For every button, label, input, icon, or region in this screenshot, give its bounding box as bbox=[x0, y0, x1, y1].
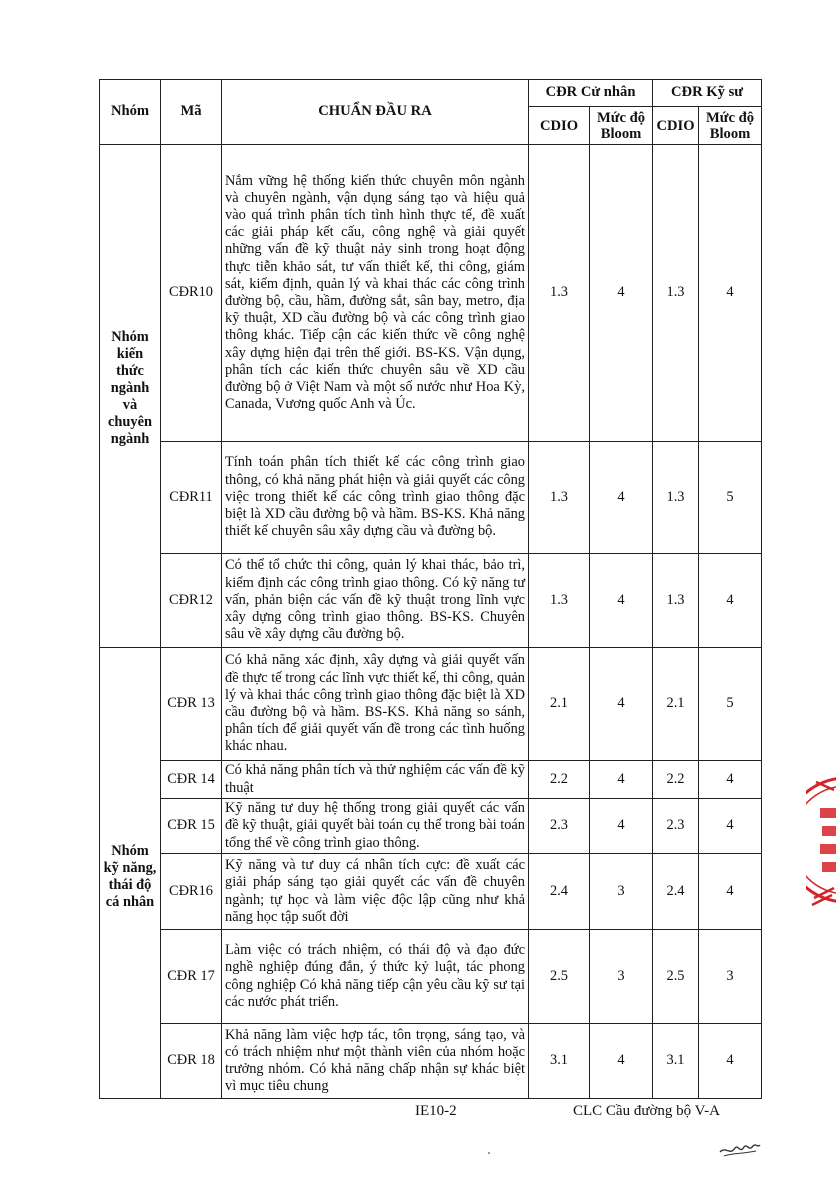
outcome-code: CĐR 13 bbox=[161, 648, 222, 761]
stamp-icon bbox=[806, 760, 836, 920]
outcome-code: CĐR 15 bbox=[161, 799, 222, 854]
table-row bbox=[100, 442, 762, 554]
table-row bbox=[100, 930, 762, 1024]
outcome-code: CĐR 14 bbox=[161, 761, 222, 799]
header-cdio-engineer: CDIO bbox=[653, 107, 699, 145]
cdio-bachelor: 2.3 bbox=[529, 799, 590, 854]
outcome-description: Khả năng làm việc hợp tác, tôn trọng, sáng tạo, và có trách nhiệm như một thành viên của nhóm hoặc trưởng nhóm. Có khả năng chấp nhận sự khác biệt vì mục tiêu chung bbox=[222, 1024, 529, 1099]
bloom-engineer: 4 bbox=[699, 554, 762, 648]
header-bachelor: CĐR Cử nhân bbox=[529, 80, 653, 107]
cdio-engineer: 2.2 bbox=[653, 761, 699, 799]
outcome-code: CĐR12 bbox=[161, 554, 222, 648]
table-row bbox=[100, 554, 762, 648]
cdio-engineer: 2.1 bbox=[653, 648, 699, 761]
bloom-bachelor: 3 bbox=[590, 854, 653, 930]
header-bloom-engineer: Mức độ Bloom bbox=[699, 107, 762, 145]
table-row bbox=[100, 799, 762, 854]
bloom-bachelor: 4 bbox=[590, 799, 653, 854]
bloom-engineer: 4 bbox=[699, 1024, 762, 1099]
scan-speck bbox=[488, 1152, 490, 1154]
cdio-bachelor: 1.3 bbox=[529, 554, 590, 648]
bloom-engineer: 4 bbox=[699, 854, 762, 930]
header-group: Nhóm bbox=[100, 80, 161, 145]
signature-icon bbox=[718, 1138, 762, 1160]
learning-outcomes-table bbox=[99, 79, 762, 1099]
cdio-engineer: 2.5 bbox=[653, 930, 699, 1024]
cdio-engineer: 2.4 bbox=[653, 854, 699, 930]
outcome-description: Nắm vững hệ thống kiến thức chuyên môn ngành và chuyên ngành, vận dụng sáng tạo và hiệu quả vào quá trình phân tích tình hình thực tế, đề xuất các giải pháp kết cấu, công nghệ và giải quyết những vấn đề kỹ thuật nảy sinh trong hoạt động thực tiễn khảo sát, tư vấn thiết kế, thi công, giám sát, kiểm định, quản lý và khai thác các công trình đường bộ, cầu, hầm, đường sắt, sân bay, metro, địa kỹ thuật, XD cầu đường bộ và các công trình giao thông khác. Tiếp cận các kiến thức về công nghệ xây dựng hiện đại trên thế giới. BS-KS. Vận dụng, phân tích các kiến thức chuyên sâu về XD cầu đường bộ ở Việt Nam và một số nước như Hoa Kỳ, Canada, Vương quốc Anh và Úc. bbox=[222, 145, 529, 442]
bloom-engineer: 4 bbox=[699, 799, 762, 854]
bloom-bachelor: 4 bbox=[590, 648, 653, 761]
outcome-code: CĐR 18 bbox=[161, 1024, 222, 1099]
cdio-bachelor: 1.3 bbox=[529, 442, 590, 554]
outcome-description: Kỹ năng và tư duy cá nhân tích cực: đề xuất các giải pháp sáng tạo giải quyết các vấn đề chuyên ngành; tự học và làm việc độc lập cũng như khả năng học tập suốt đời bbox=[222, 854, 529, 930]
table-row bbox=[100, 761, 762, 799]
cdio-engineer: 1.3 bbox=[653, 442, 699, 554]
cdio-bachelor: 2.5 bbox=[529, 930, 590, 1024]
bloom-engineer: 5 bbox=[699, 648, 762, 761]
bloom-bachelor: 4 bbox=[590, 442, 653, 554]
outcome-code: CĐR16 bbox=[161, 854, 222, 930]
page-code: IE10-2 bbox=[415, 1103, 457, 1119]
cdio-bachelor: 2.2 bbox=[529, 761, 590, 799]
group-cell: Nhóm kỹ năng, thái độ cá nhân bbox=[100, 648, 161, 1099]
outcome-description: Có khả năng xác định, xây dựng và giải quyết vấn đề thực tế trong các lĩnh vực thiết kế, thi công, quản lý và khai thác công trình giao thông đặc biệt là XD cầu đường bộ và hầm. BS-KS. Khả năng so sánh, phân tích để giải quyết vấn đề trong các tình huống khác nhau. bbox=[222, 648, 529, 761]
cdio-bachelor: 3.1 bbox=[529, 1024, 590, 1099]
bloom-engineer: 4 bbox=[699, 761, 762, 799]
table-row bbox=[100, 1024, 762, 1099]
bloom-bachelor: 4 bbox=[590, 554, 653, 648]
cdio-bachelor: 2.1 bbox=[529, 648, 590, 761]
outcome-description: Làm việc có trách nhiệm, có thái độ và đạo đức nghề nghiệp đúng đắn, ý thức kỷ luật, tác phong công nghiệp Có khả năng tiếp cận yêu cầu kỹ sư tại các nước phát triển. bbox=[222, 930, 529, 1024]
cdio-bachelor: 1.3 bbox=[529, 145, 590, 442]
bloom-engineer: 3 bbox=[699, 930, 762, 1024]
bloom-bachelor: 3 bbox=[590, 930, 653, 1024]
table-row bbox=[100, 145, 762, 442]
bloom-bachelor: 4 bbox=[590, 1024, 653, 1099]
header-code: Mã bbox=[161, 80, 222, 145]
group-cell: Nhóm kiến thức ngành và chuyên ngành bbox=[100, 145, 161, 648]
outcome-description: Có thể tổ chức thi công, quản lý khai thác, bảo trì, kiểm định các công trình giao thông. Có kỹ năng tư vấn, phản biện các vấn đề kỹ thuật trong lĩnh vực xây dựng công trình giao thông. BS-KS. Chuyên sâu về xây dựng cầu đường bộ. bbox=[222, 554, 529, 648]
cdio-bachelor: 2.4 bbox=[529, 854, 590, 930]
outcome-code: CĐR10 bbox=[161, 145, 222, 442]
outcome-description: Có khả năng phân tích và thử nghiệm các vấn đề kỹ thuật bbox=[222, 761, 529, 799]
cdio-engineer: 2.3 bbox=[653, 799, 699, 854]
bloom-bachelor: 4 bbox=[590, 145, 653, 442]
outcome-description: Tính toán phân tích thiết kế các công trình giao thông, có khả năng phát hiện và giải quyết các công việc trong thiết kế các công trình giao thông đặc biệt là XD cầu đường bộ và hầm. BS-KS. Khả năng thiết kế chuyên sâu xây dựng cầu và đường bộ. bbox=[222, 442, 529, 554]
table-row bbox=[100, 854, 762, 930]
outcome-description: Kỹ năng tư duy hệ thống trong giải quyết các vấn đề kỹ thuật, giải quyết bài toán cụ thể trong bài toán tổng thể về công trình giao thông. bbox=[222, 799, 529, 854]
cdio-engineer: 1.3 bbox=[653, 145, 699, 442]
bloom-engineer: 5 bbox=[699, 442, 762, 554]
outcome-code: CĐR11 bbox=[161, 442, 222, 554]
program-name: CLC Cầu đường bộ V-A bbox=[573, 1103, 720, 1119]
bloom-engineer: 4 bbox=[699, 145, 762, 442]
table-row bbox=[100, 648, 762, 761]
header-bloom-bachelor: Mức độ Bloom bbox=[590, 107, 653, 145]
header-outcome: CHUẨN ĐẦU RA bbox=[222, 80, 529, 145]
outcome-code: CĐR 17 bbox=[161, 930, 222, 1024]
cdio-engineer: 3.1 bbox=[653, 1024, 699, 1099]
bloom-bachelor: 4 bbox=[590, 761, 653, 799]
cdio-engineer: 1.3 bbox=[653, 554, 699, 648]
header-cdio-bachelor: CDIO bbox=[529, 107, 590, 145]
header-engineer: CĐR Kỹ sư bbox=[653, 80, 762, 107]
